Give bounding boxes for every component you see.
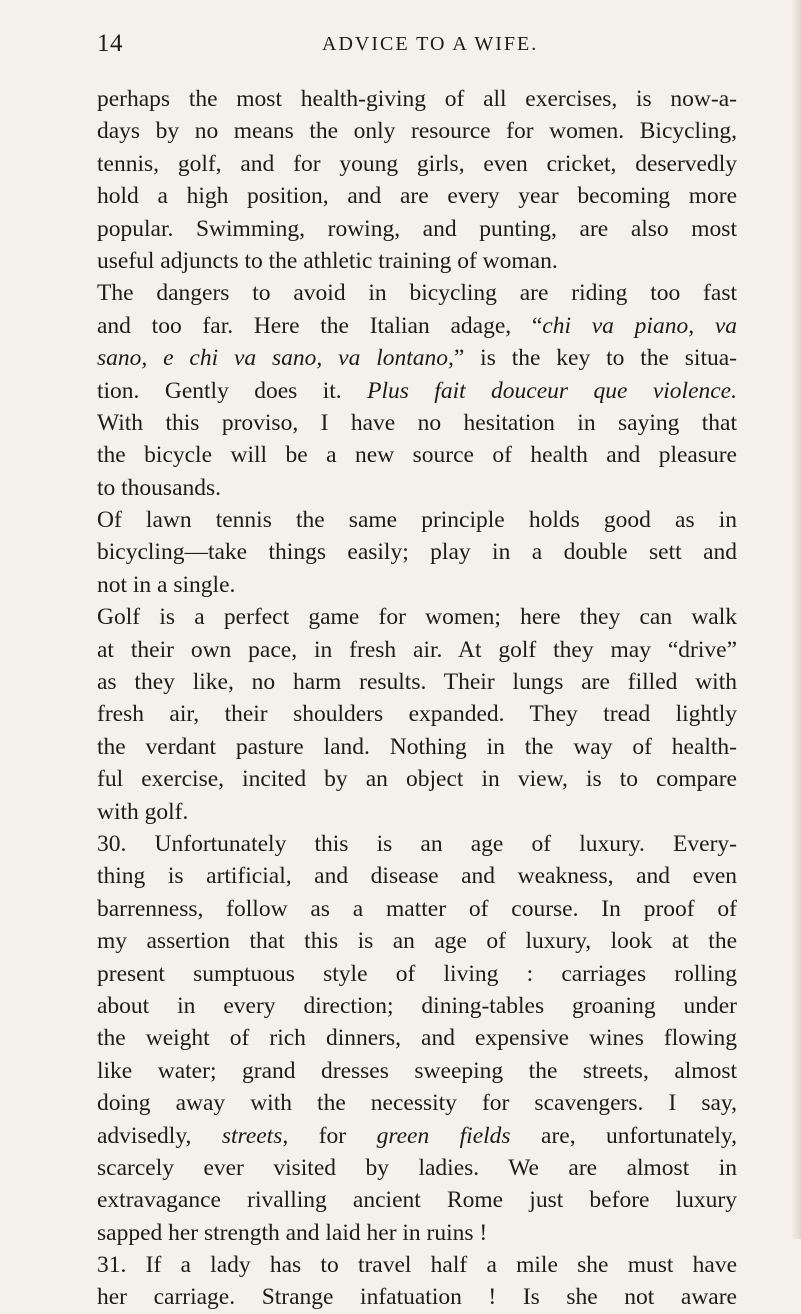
text-line: [97, 1022, 737, 1054]
text-line: [97, 1281, 737, 1313]
text-segment: her carriage. Strange infatuation ! Is she not aware: [97, 1284, 737, 1311]
page-edge-shadow: [791, 0, 801, 1239]
text-segment: 31. If a lady has to travel half a mile she must have: [97, 1252, 737, 1279]
text-segment: fresh air, their shoulders expanded. They tread lightly: [97, 701, 737, 728]
text-line: [97, 504, 737, 536]
text-segment: my assertion that this is an age of luxury, look at the: [97, 928, 737, 955]
text-line: [97, 925, 737, 957]
text-line: [97, 796, 737, 828]
text-segment: about in every direction; dining-tables groaning under: [97, 992, 737, 1019]
italic-segment: chi va piano, va: [542, 312, 737, 339]
text-line: [97, 634, 737, 666]
text-segment: advisedly,: [97, 1122, 222, 1149]
text-segment: present sumptuous style of living : carriages rolling: [97, 960, 737, 987]
text-segment: tion. Gently does it.: [97, 377, 368, 404]
text-segment: scarcely ever visited by ladies. We are almost in: [97, 1154, 737, 1181]
text-segment: extravagance rivalling ancient Rome just before luxury: [97, 1187, 737, 1214]
text-segment: the verdant pasture land. Nothing in the way of health-: [97, 733, 737, 760]
italic-segment: streets: [221, 1122, 283, 1149]
text-line: [97, 310, 737, 342]
body-text: [97, 83, 737, 1314]
text-line: [97, 990, 737, 1022]
text-line: [97, 245, 737, 277]
text-segment: the weight of rich dinners, and expensive wines flowing: [97, 1025, 737, 1052]
text-segment: and too far. Here the Italian adage, “: [97, 312, 543, 339]
text-line: [97, 407, 737, 439]
text-segment: Golf is a perfect game for women; here they can walk: [97, 604, 737, 631]
text-line: [97, 698, 737, 730]
text-segment: sapped her strength and laid her in ruins !: [97, 1219, 488, 1246]
text-segment: thing is artificial, and disease and weakness, and even: [97, 863, 737, 890]
text-line: [97, 213, 737, 245]
page-header: [0, 30, 801, 62]
text-line: [97, 1152, 737, 1184]
text-segment: at their own pace, in fresh air. At golf they may “drive”: [97, 636, 737, 663]
text-segment: as they like, no harm results. Their lungs are filled with: [97, 669, 737, 696]
text-segment: doing away with the necessity for scavengers. I say,: [97, 1090, 737, 1117]
italic-segment: sano, e chi va sano, va lontano,: [97, 345, 454, 372]
text-segment: ful exercise, incited by an object in view, is to compare: [97, 766, 737, 793]
page-number: 14: [97, 30, 123, 57]
text-segment: the bicycle will be a new source of health and pleasure: [97, 442, 737, 469]
text-segment: to thousands.: [97, 474, 222, 501]
text-line: [97, 1217, 737, 1249]
text-line: [97, 731, 737, 763]
text-line: [97, 472, 737, 504]
text-line: [97, 277, 737, 309]
text-segment: with golf.: [97, 798, 189, 825]
text-line: [97, 1249, 737, 1281]
italic-segment: Plus fait douceur que violence.: [367, 377, 737, 404]
text-line: [97, 180, 737, 212]
italic-segment: green fields: [376, 1122, 511, 1149]
text-segment: not in a single.: [97, 571, 236, 598]
text-line: [97, 828, 737, 860]
text-line: [97, 375, 737, 407]
text-line: [97, 958, 737, 990]
text-segment: days by no means the only resource for women. Bicycling,: [97, 118, 737, 145]
text-segment: are, unfortunately,: [510, 1122, 738, 1149]
text-line: [97, 439, 737, 471]
text-segment: barrenness, follow as a matter of course. In proof of: [97, 895, 737, 922]
text-segment: perhaps the most health-giving of all exercises, is now-a-: [97, 86, 737, 112]
text-line: [97, 601, 737, 633]
text-segment: The dangers to avoid in bicycling are riding too fast: [97, 280, 737, 307]
text-line: [97, 536, 737, 568]
text-segment: like water; grand dresses sweeping the streets, almost: [97, 1057, 737, 1084]
text-line: [97, 1184, 737, 1216]
text-segment: Of lawn tennis the same principle holds good as in: [97, 507, 737, 534]
text-segment: , for: [282, 1122, 377, 1149]
text-line: [97, 1087, 737, 1119]
text-line: [97, 860, 737, 892]
text-segment: tennis, golf, and for young girls, even cricket, deservedly: [97, 150, 737, 177]
text-line: [97, 666, 737, 698]
text-line: [97, 1120, 737, 1152]
text-segment: popular. Swimming, rowing, and punting, are also most: [97, 215, 737, 242]
text-line: [97, 1055, 737, 1087]
text-segment: hold a high position, and are every year becoming more: [97, 183, 737, 210]
running-head: ADVICE TO A WIFE.: [322, 33, 539, 55]
text-segment: With this proviso, I have no hesitation in saying that: [97, 409, 737, 436]
text-segment: bicycling—take things easily; play in a double sett and: [97, 539, 737, 566]
text-segment: ” is the key to the situa-: [453, 345, 737, 372]
text-line: [97, 763, 737, 795]
text-segment: useful adjuncts to the athletic training of woman.: [97, 247, 558, 274]
text-line: [97, 569, 737, 601]
text-line: [97, 83, 737, 115]
text-line: [97, 342, 737, 374]
text-line: [97, 893, 737, 925]
text-line: [97, 148, 737, 180]
text-segment: 30. Unfortunately this is an age of luxury. Every-: [97, 830, 737, 857]
text-line: [97, 115, 737, 147]
